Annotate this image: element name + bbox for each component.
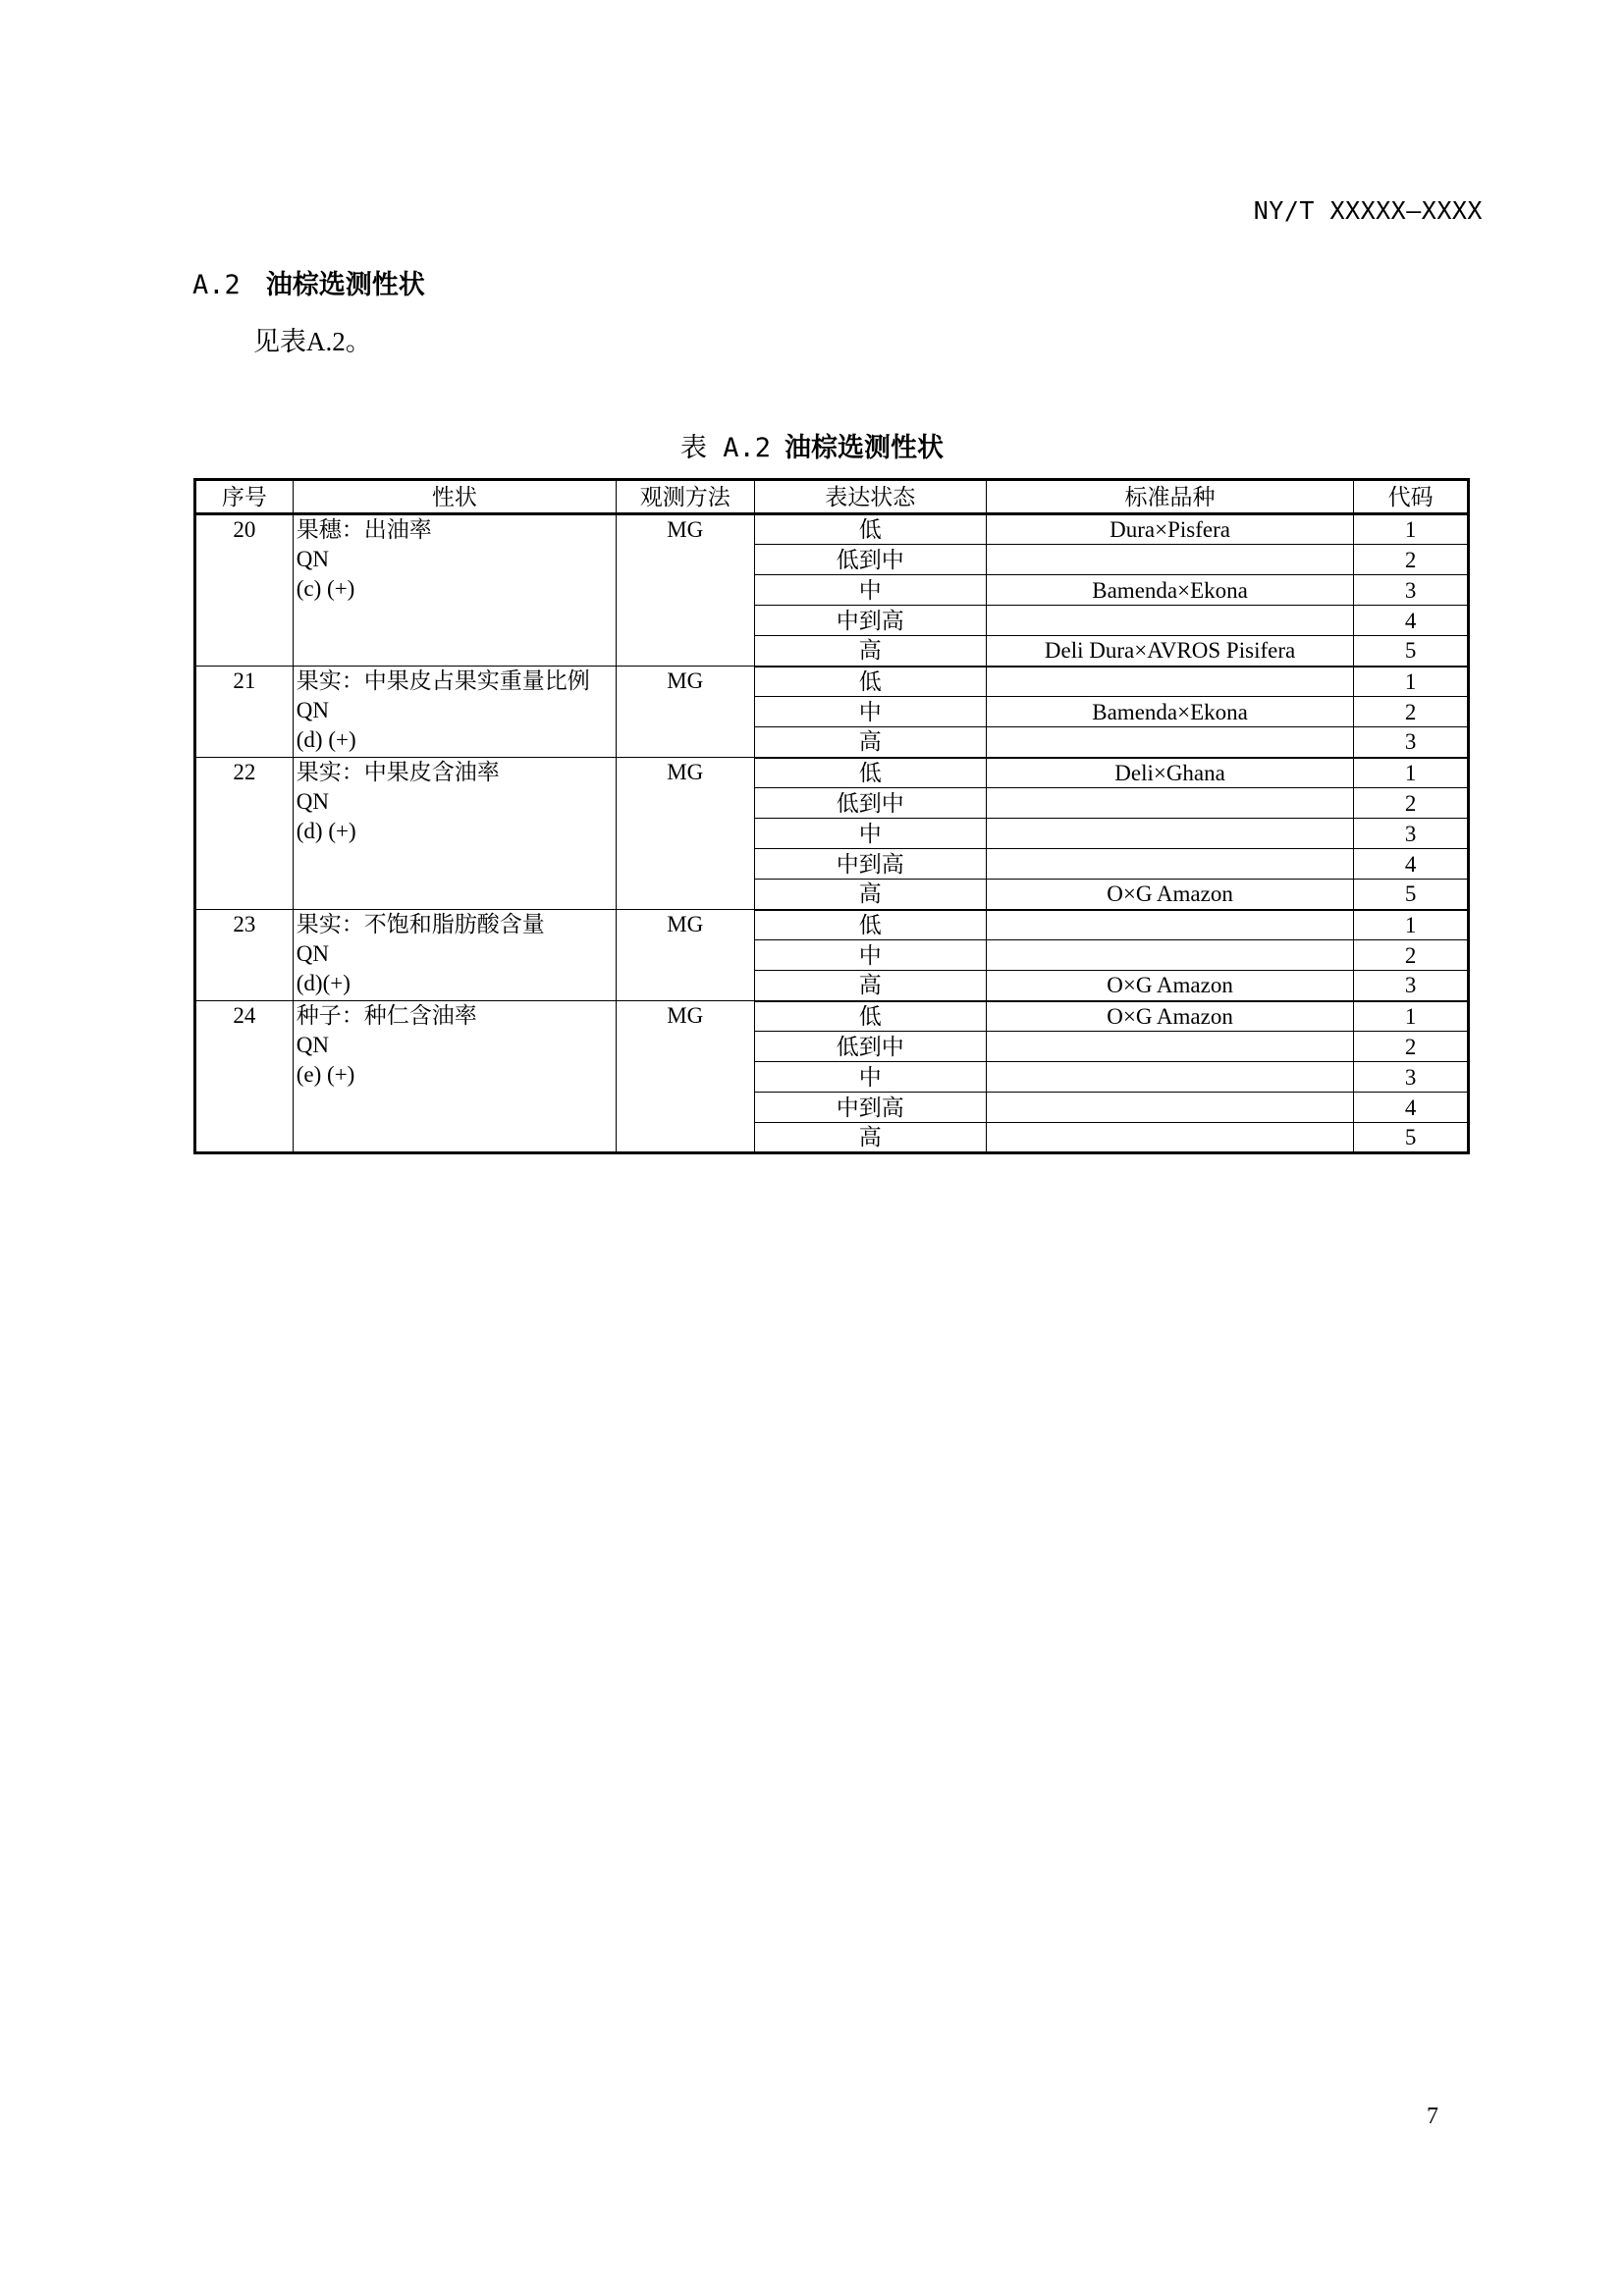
state-code: 5 xyxy=(1354,880,1469,910)
state-code: 1 xyxy=(1354,1001,1469,1032)
expression-state: 中到高 xyxy=(754,606,986,636)
state-code: 5 xyxy=(1354,636,1469,667)
trait-type: QN xyxy=(296,547,329,571)
expression-state: 中到高 xyxy=(754,849,986,880)
state-code: 3 xyxy=(1354,575,1469,606)
observation-method: MG xyxy=(616,667,754,758)
expression-state: 低 xyxy=(754,758,986,788)
table-row xyxy=(195,514,1469,545)
state-code: 4 xyxy=(1354,849,1469,880)
header-trait: 性状 xyxy=(293,480,616,514)
state-code: 4 xyxy=(1354,606,1469,636)
reference-variety xyxy=(986,910,1353,940)
reference-variety xyxy=(986,849,1353,880)
trait-index: 20 xyxy=(195,514,294,667)
header-code: 代码 xyxy=(1354,480,1469,514)
expression-state: 高 xyxy=(754,636,986,667)
expression-state: 中 xyxy=(754,940,986,971)
trait-cell xyxy=(293,758,616,910)
state-code: 3 xyxy=(1354,727,1469,758)
observation-method: MG xyxy=(616,910,754,1001)
state-code: 2 xyxy=(1354,697,1469,727)
expression-state: 低 xyxy=(754,910,986,940)
table-header xyxy=(195,480,1469,514)
reference-variety xyxy=(986,606,1353,636)
reference-variety: Deli×Ghana xyxy=(986,758,1353,788)
section-body-text: 见表A.2。 xyxy=(253,327,372,356)
state-code: 1 xyxy=(1354,910,1469,940)
expression-state: 中到高 xyxy=(754,1093,986,1123)
state-code: 2 xyxy=(1354,545,1469,575)
expression-state: 中 xyxy=(754,819,986,849)
state-code: 2 xyxy=(1354,1032,1469,1062)
reference-variety: Dura×Pisfera xyxy=(986,514,1353,545)
trait-type: QN xyxy=(296,698,329,722)
trait-cell xyxy=(293,910,616,1001)
header-row xyxy=(195,480,1469,514)
reference-variety xyxy=(986,1062,1353,1093)
section-number: A.2 xyxy=(192,270,241,300)
reference-variety xyxy=(986,1093,1353,1123)
table-row xyxy=(195,910,1469,940)
state-code: 4 xyxy=(1354,1093,1469,1123)
document-code: NY/T XXXXX—XXXX xyxy=(1253,196,1483,225)
trait-trait: 果穗：出油率 xyxy=(296,517,432,542)
observation-method: MG xyxy=(616,514,754,667)
trait-trait: 果实：不饱和脂肪酸含量 xyxy=(296,912,545,936)
table-caption-title: 油棕选测性状 xyxy=(785,433,945,463)
trait-cell xyxy=(293,1001,616,1153)
reference-variety: Bamenda×Ekona xyxy=(986,697,1353,727)
trait-cell xyxy=(293,667,616,758)
trait-type: QN xyxy=(296,789,329,814)
reference-variety xyxy=(986,667,1353,697)
expression-state: 低 xyxy=(754,667,986,697)
state-code: 3 xyxy=(1354,971,1469,1001)
trait-trait: 果实：中果皮占果实重量比例 xyxy=(296,668,590,693)
expression-state: 高 xyxy=(754,727,986,758)
trait-note: (d)(+) xyxy=(296,971,351,995)
reference-variety xyxy=(986,819,1353,849)
header-variety: 标准品种 xyxy=(986,480,1353,514)
expression-state: 高 xyxy=(754,971,986,1001)
reference-variety: O×G Amazon xyxy=(986,880,1353,910)
expression-state: 中 xyxy=(754,697,986,727)
expression-state: 高 xyxy=(754,880,986,910)
expression-state: 低 xyxy=(754,1001,986,1032)
table-row xyxy=(195,758,1469,788)
table-row xyxy=(195,667,1469,697)
trait-trait: 种子：种仁含油率 xyxy=(296,1003,477,1028)
expression-state: 高 xyxy=(754,1123,986,1153)
header-state: 表达状态 xyxy=(754,480,986,514)
header-index: 序号 xyxy=(195,480,294,514)
state-code: 1 xyxy=(1354,514,1469,545)
observation-method: MG xyxy=(616,1001,754,1153)
table-body xyxy=(195,514,1469,1153)
state-code: 3 xyxy=(1354,819,1469,849)
table-row xyxy=(195,1001,1469,1032)
reference-variety: O×G Amazon xyxy=(986,1001,1353,1032)
observation-method: MG xyxy=(616,758,754,910)
reference-variety: O×G Amazon xyxy=(986,971,1353,1001)
header-method: 观测方法 xyxy=(616,480,754,514)
expression-state: 中 xyxy=(754,1062,986,1093)
expression-state: 低到中 xyxy=(754,545,986,575)
trait-index: 21 xyxy=(195,667,294,758)
trait-type: QN xyxy=(296,941,329,966)
table-caption xyxy=(0,426,1624,464)
trait-note: (d) (+) xyxy=(296,727,356,752)
trait-index: 23 xyxy=(195,910,294,1001)
trait-index: 22 xyxy=(195,758,294,910)
trait-type: QN xyxy=(296,1033,329,1057)
trait-note: (e) (+) xyxy=(296,1062,355,1087)
trait-index: 24 xyxy=(195,1001,294,1153)
page-number: 7 xyxy=(1427,2104,1438,2129)
trait-note: (d) (+) xyxy=(296,819,356,843)
table-caption-number: 表 A.2 xyxy=(679,433,772,463)
state-code: 1 xyxy=(1354,758,1469,788)
expression-state: 中 xyxy=(754,575,986,606)
section-heading xyxy=(192,263,425,301)
state-code: 2 xyxy=(1354,788,1469,819)
trait-trait: 果实：中果皮含油率 xyxy=(296,760,500,784)
state-code: 5 xyxy=(1354,1123,1469,1153)
traits-table xyxy=(193,478,1470,1154)
reference-variety: Deli Dura×AVROS Pisifera xyxy=(986,636,1353,667)
expression-state: 低到中 xyxy=(754,788,986,819)
state-code: 1 xyxy=(1354,667,1469,697)
reference-variety: Bamenda×Ekona xyxy=(986,575,1353,606)
expression-state: 低到中 xyxy=(754,1032,986,1062)
section-title: 油棕选测性状 xyxy=(265,270,425,300)
expression-state: 低 xyxy=(754,514,986,545)
reference-variety xyxy=(986,940,1353,971)
reference-variety xyxy=(986,727,1353,758)
reference-variety xyxy=(986,1032,1353,1062)
reference-variety xyxy=(986,545,1353,575)
trait-note: (c) (+) xyxy=(296,576,355,601)
state-code: 3 xyxy=(1354,1062,1469,1093)
state-code: 2 xyxy=(1354,940,1469,971)
reference-variety xyxy=(986,1123,1353,1153)
trait-cell xyxy=(293,514,616,667)
reference-variety xyxy=(986,788,1353,819)
